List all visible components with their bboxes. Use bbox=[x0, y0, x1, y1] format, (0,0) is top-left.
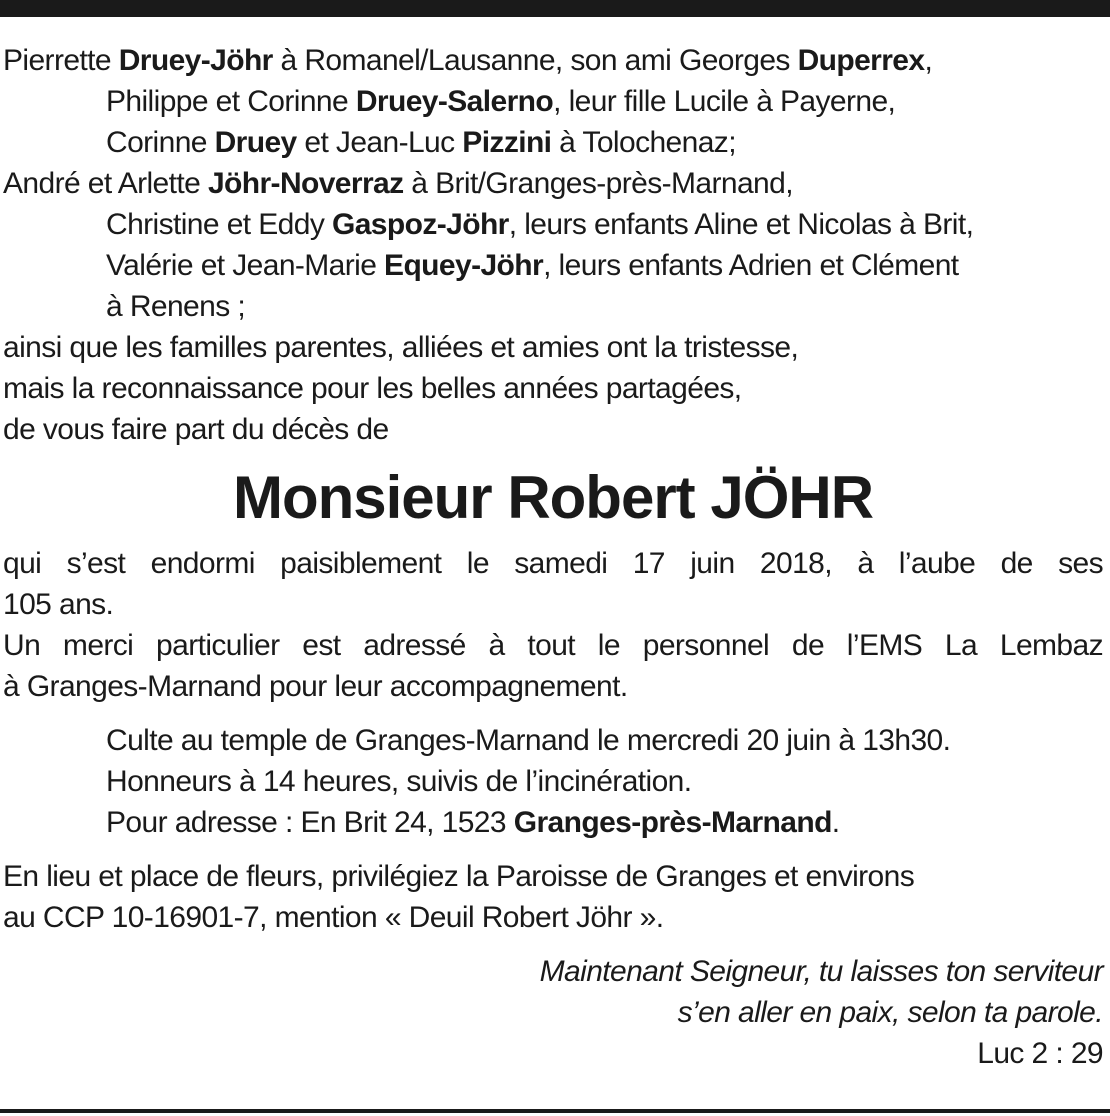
passing-paragraph bbox=[3, 543, 1103, 625]
family-text: à Tolochenaz; bbox=[551, 126, 736, 159]
family-text: , leurs enfants Aline et Nicolas à Brit, bbox=[508, 208, 974, 241]
family-line bbox=[3, 40, 1103, 81]
intro-text bbox=[3, 327, 1103, 450]
address-line bbox=[3, 802, 1103, 843]
family-line bbox=[3, 163, 1103, 204]
passing-line: qui s’est endormi paisiblement le samedi 17 juin 2018, à l’aube de ses bbox=[3, 547, 1103, 580]
thanks-paragraph bbox=[3, 625, 1103, 707]
donation-line: En lieu et place de fleurs, privilégiez la Paroisse de Granges et environs bbox=[3, 860, 915, 893]
family-list bbox=[3, 40, 1103, 327]
family-text: à Romanel/Lausanne, son ami Georges bbox=[272, 44, 798, 77]
family-surname: Gaspoz-Jöhr bbox=[331, 208, 509, 241]
family-surname: Duperrex bbox=[797, 44, 925, 77]
thanks-line: à Granges-Marnand pour leur accompagnement. bbox=[3, 670, 628, 703]
thanks-line: Un merci particulier est adressé à tout le personnel de l’EMS La Lembaz bbox=[3, 629, 1103, 662]
family-text: Corinne bbox=[106, 126, 215, 159]
family-surname: Pizzini bbox=[462, 126, 552, 159]
address-suffix: . bbox=[831, 806, 840, 839]
ceremony-info bbox=[3, 720, 1103, 843]
bible-verse bbox=[3, 951, 1103, 1074]
family-surname: Druey bbox=[214, 126, 297, 159]
family-text: , bbox=[924, 44, 933, 77]
verse-line: Maintenant Seigneur, tu laisses ton serviteur bbox=[539, 955, 1103, 988]
passing-line: 105 ans. bbox=[3, 588, 114, 621]
verse-line: s’en aller en paix, selon ta parole. bbox=[677, 996, 1103, 1029]
family-line bbox=[3, 81, 1103, 122]
family-line bbox=[3, 286, 1103, 327]
family-surname: Equey-Jöhr bbox=[384, 249, 544, 282]
family-text: , leurs enfants Adrien et Clément bbox=[543, 249, 959, 282]
family-surname: Druey-Salerno bbox=[355, 85, 554, 118]
family-line bbox=[3, 245, 1103, 286]
family-text: Valérie et Jean-Marie bbox=[106, 249, 385, 282]
family-text: et Jean-Luc bbox=[296, 126, 463, 159]
family-surname: Druey-Jöhr bbox=[118, 44, 273, 77]
bottom-rule bbox=[0, 1109, 1110, 1113]
family-text: Pierrette bbox=[3, 44, 119, 77]
intro-line: ainsi que les familles parentes, alliées et amies ont la tristesse, bbox=[3, 331, 799, 364]
family-text: à Renens ; bbox=[106, 290, 246, 323]
ceremony-line: Honneurs à 14 heures, suivis de l’incinération. bbox=[106, 765, 692, 798]
family-line bbox=[3, 122, 1103, 163]
address-place: Granges-près-Marnand bbox=[513, 806, 832, 839]
death-notice bbox=[3, 40, 1103, 1074]
donation-line: au CCP 10-16901-7, mention « Deuil Robert Jöhr ». bbox=[3, 901, 664, 934]
deceased-name: Monsieur Robert JÖHR bbox=[232, 464, 874, 531]
address-prefix: Pour adresse : En Brit 24, 1523 bbox=[106, 806, 514, 839]
top-rule bbox=[0, 0, 1110, 17]
family-line bbox=[3, 204, 1103, 245]
family-text: , leur fille Lucile à Payerne, bbox=[553, 85, 896, 118]
family-text: Philippe et Corinne bbox=[106, 85, 356, 118]
family-text: Christine et Eddy bbox=[106, 208, 332, 241]
intro-line: de vous faire part du décès de bbox=[3, 413, 389, 446]
family-surname: Jöhr-Noverraz bbox=[207, 167, 404, 200]
family-text: André et Arlette bbox=[3, 167, 208, 200]
donation-paragraph bbox=[3, 856, 1103, 938]
intro-line: mais la reconnaissance pour les belles années partagées, bbox=[3, 372, 742, 405]
family-text: à Brit/Granges-près-Marnand, bbox=[403, 167, 793, 200]
verse-reference: Luc 2 : 29 bbox=[977, 1037, 1103, 1070]
ceremony-line: Culte au temple de Granges-Marnand le mercredi 20 juin à 13h30. bbox=[106, 724, 951, 757]
